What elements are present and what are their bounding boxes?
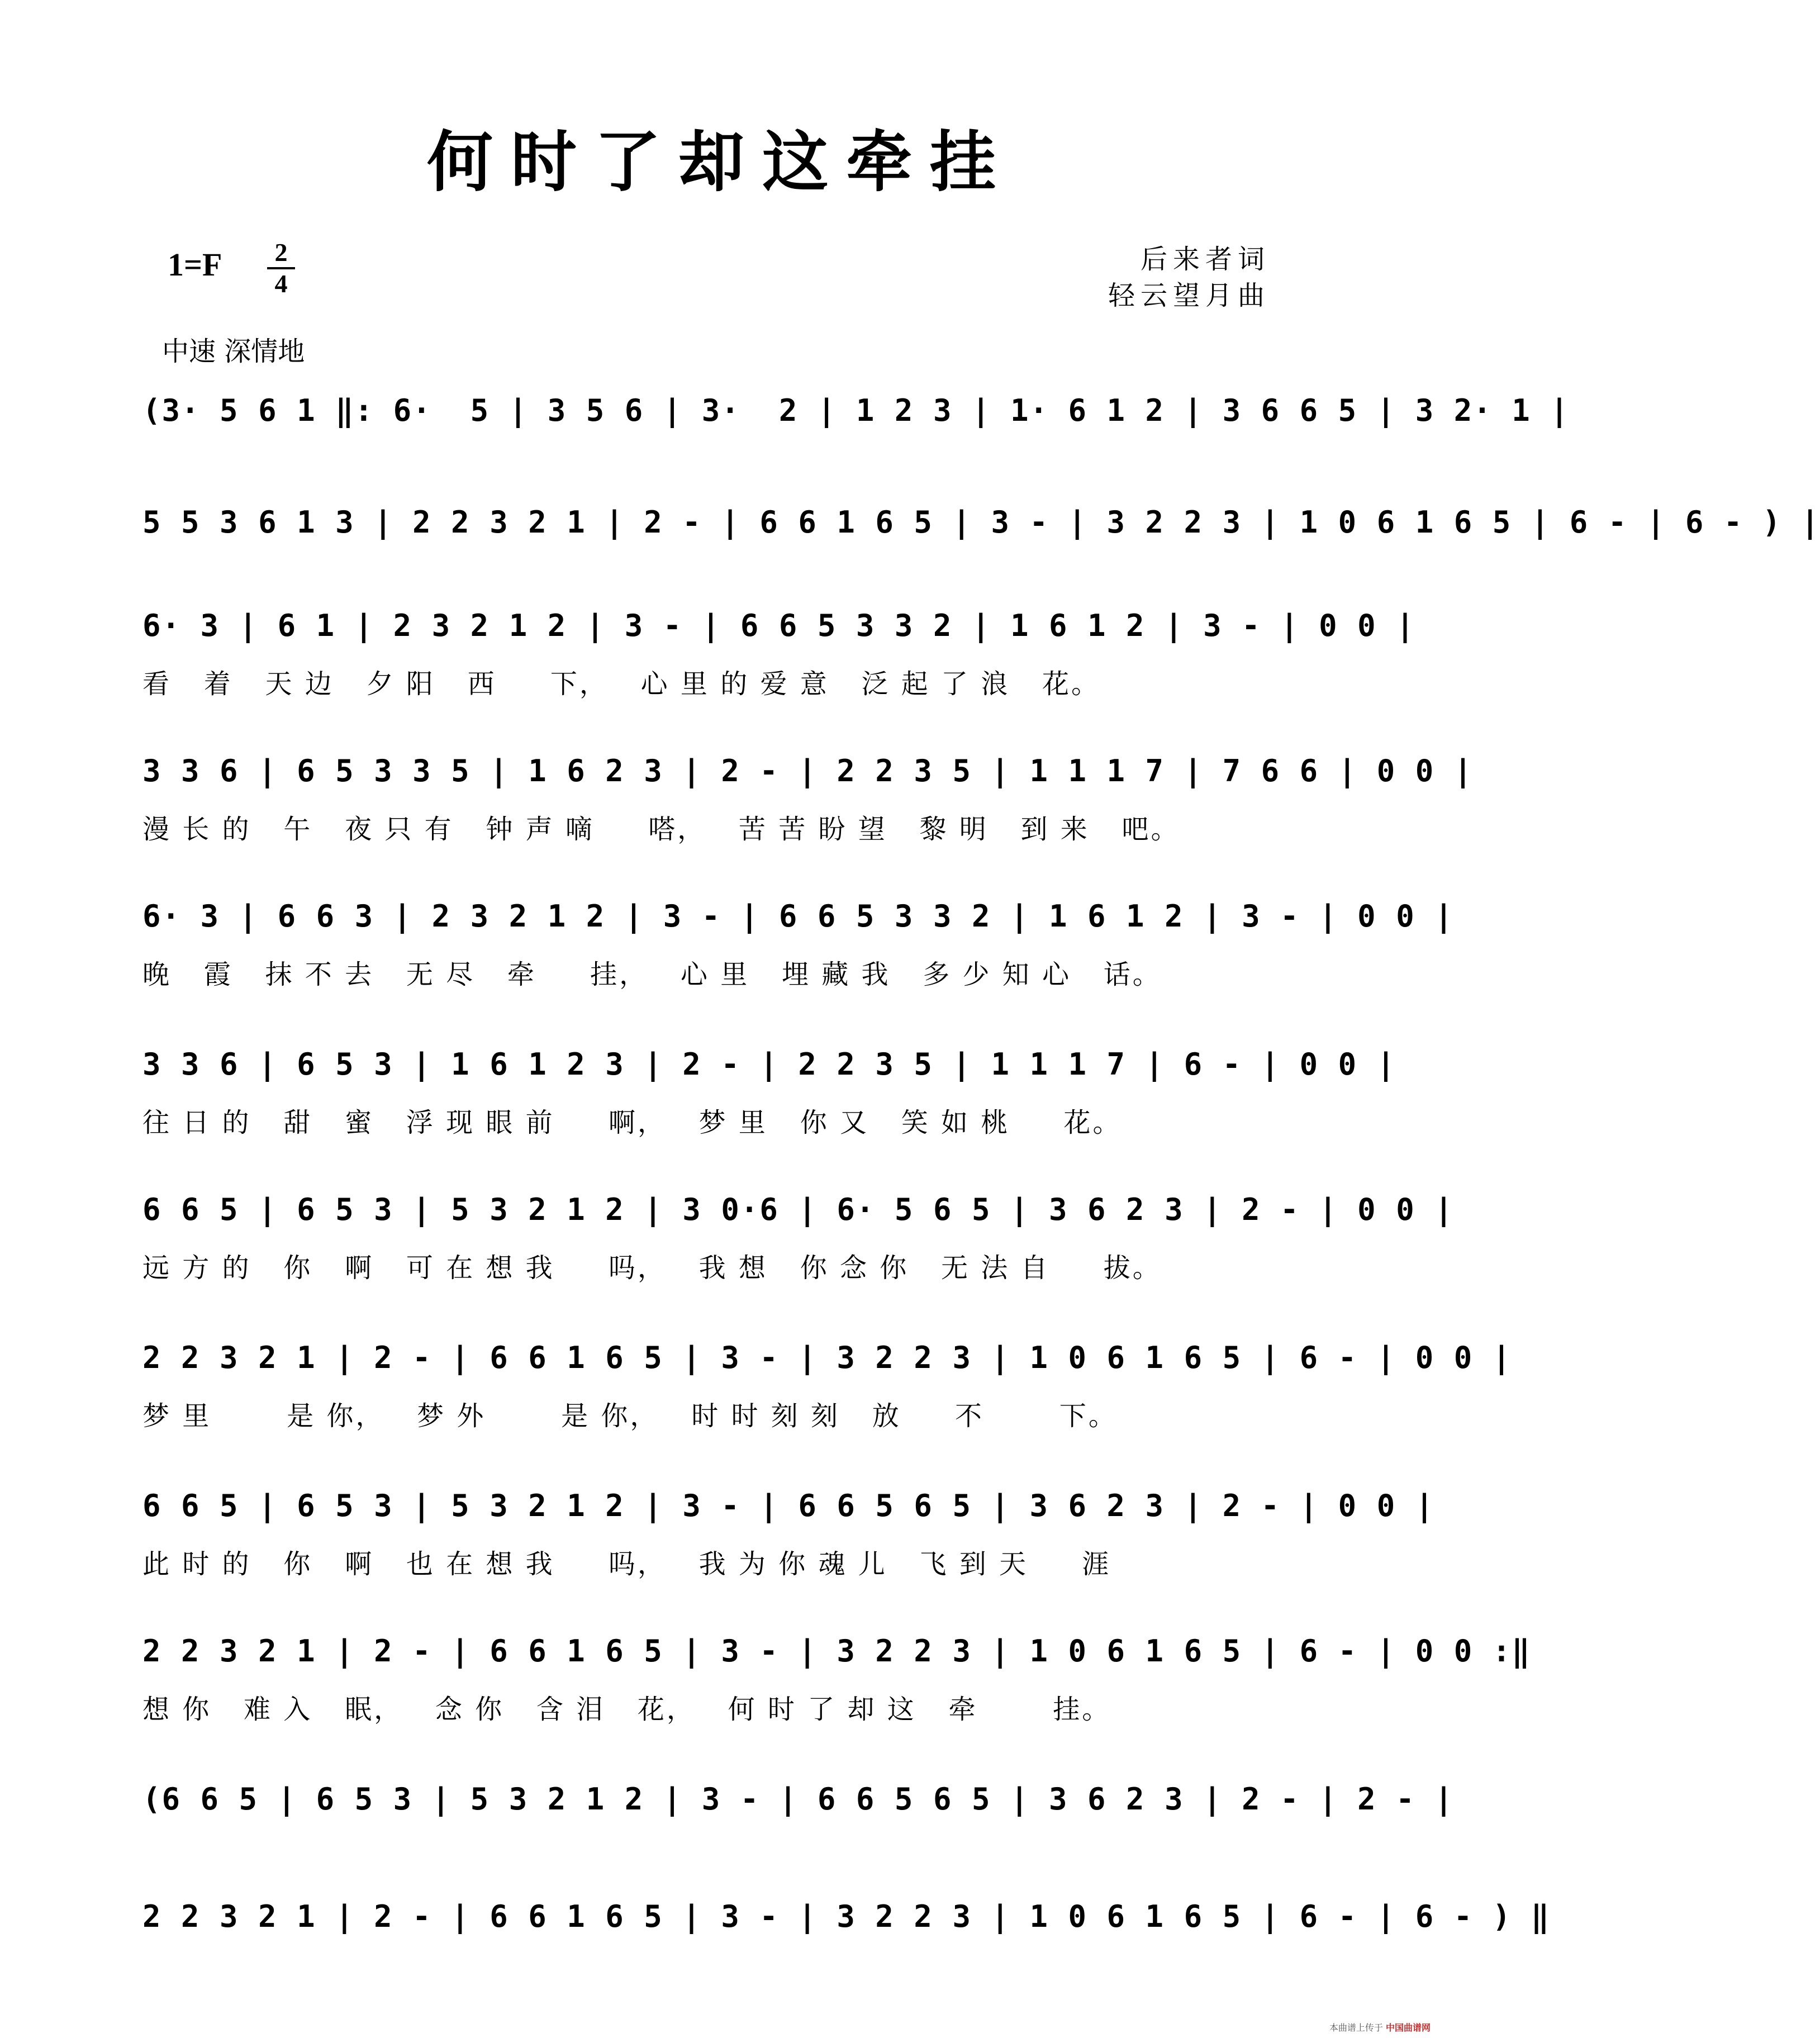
score-row [142,1481,1435,1593]
time-signature-bottom: 4 [274,269,288,298]
lyrics-line: 晚 霞 抹 不 去 无 尽 牵 挂， 心 里 埋 藏 我 多 少 知 心 话。 [142,959,1162,990]
lyrics-line: 远 方 的 你 啊 可 在 想 我 吗， 我 想 你 念 你 无 法 自 拔。 [142,1252,1162,1284]
score-row [142,1626,1531,1738]
notation-line: 6 6 5 | 6 5 3 | 5 3 2 1 2 | 3 - | 6 6 5 6 5 | 3 6 2 3 | 2 - | 0 0 | [142,1488,1435,1523]
score-row [142,1039,1396,1151]
notation-line: 3 3 6 | 6 5 3 3 5 | 1 6 2 3 | 2 - | 2 2 3 5 | 1 1 1 7 | 7 6 6 | 0 0 | [142,753,1474,788]
lyrics-line: 漫 长 的 午 夜 只 有 钟 声 嘀 嗒， 苦 苦 盼 望 黎 明 到 来 吧。 [142,814,1180,845]
tempo-marking: 中速 深情地 [162,336,305,367]
score-row [142,601,1415,712]
lyricist-credit: 后来者词 [1140,244,1270,275]
notation-line: 6 6 5 | 6 5 3 | 5 3 2 1 2 | 3 0·6 | 6· 5 6 5 | 3 6 2 3 | 2 - | 0 0 | [142,1192,1454,1227]
notation-line: 2 2 3 2 1 | 2 - | 6 6 1 6 5 | 3 - | 3 2 2 3 | 1 0 6 1 6 5 | 6 - | 6 - ) ‖ [142,1899,1551,1934]
notation-line: 2 2 3 2 1 | 2 - | 6 6 1 6 5 | 3 - | 3 2 2 3 | 1 0 6 1 6 5 | 6 - | 0 0 | [142,1340,1512,1375]
score-row [142,891,1454,1003]
score-row [142,497,1820,609]
score-row [142,1774,1454,1886]
watermark-text: 本曲谱上传于 [1329,2022,1383,2033]
notation-line: 6· 3 | 6 1 | 2 3 2 1 2 | 3 - | 6 6 5 3 3 2 | 1 6 1 2 | 3 - | 0 0 | [142,608,1415,643]
score-row [142,746,1474,858]
watermark-site: 中国曲谱网 [1385,2022,1431,2033]
notation-line: (3· 5 6 1 ‖: 6· 5 | 3 5 6 | 3· 2 | 1 2 3 | 1· 6 1 2 | 3 6 6 5 | 3 2· 1 | [142,393,1570,428]
time-signature-top: 2 [274,238,288,267]
score-row [142,1333,1512,1445]
notation-line: 5 5 3 6 1 3 | 2 2 3 2 1 | 2 - | 6 6 1 6 5 | 3 - | 3 2 2 3 | 1 0 6 1 6 5 | 6 - | 6 - ) | [142,505,1820,540]
site-watermark [1329,2021,1431,2034]
score-title: 何时了却这牵挂 [426,123,1014,201]
notation-line: 6· 3 | 6 6 3 | 2 3 2 1 2 | 3 - | 6 6 5 3 3 2 | 1 6 1 2 | 3 - | 0 0 | [142,899,1454,934]
lyrics-line: 往 日 的 甜 蜜 浮 现 眼 前 啊， 梦 里 你 又 笑 如 桃 花。 [142,1107,1122,1138]
lyrics-line: 此 时 的 你 啊 也 在 想 我 吗， 我 为 你 魂 儿 飞 到 天 涯 [142,1548,1111,1580]
notation-line: (6 6 5 | 6 5 3 | 5 3 2 1 2 | 3 - | 6 6 5 6 5 | 3 6 2 3 | 2 - | 2 - | [142,1782,1454,1817]
composer-credit: 轻云望月曲 [1108,280,1270,311]
lyrics-line: 看 着 天 边 夕 阳 西 下， 心 里 的 爱 意 泛 起 了 浪 花。 [142,668,1101,700]
score-row [142,1185,1454,1296]
lyrics-line: 想 你 难 入 眠， 念 你 含 泪 花， 何 时 了 却 这 牵 挂。 [142,1694,1111,1725]
key-signature: 1=F [168,246,222,283]
notation-line: 2 2 3 2 1 | 2 - | 6 6 1 6 5 | 3 - | 3 2 2 3 | 1 0 6 1 6 5 | 6 - | 0 0 :‖ [142,1633,1531,1669]
score-row [142,386,1570,497]
time-signature [267,239,295,297]
score-row [142,1892,1551,2003]
notation-line: 3 3 6 | 6 5 3 | 1 6 1 2 3 | 2 - | 2 2 3 5 | 1 1 1 7 | 6 - | 0 0 | [142,1047,1396,1082]
lyrics-line: 梦 里 是 你， 梦 外 是 你， 时 时 刻 刻 放 不 下。 [142,1400,1118,1432]
